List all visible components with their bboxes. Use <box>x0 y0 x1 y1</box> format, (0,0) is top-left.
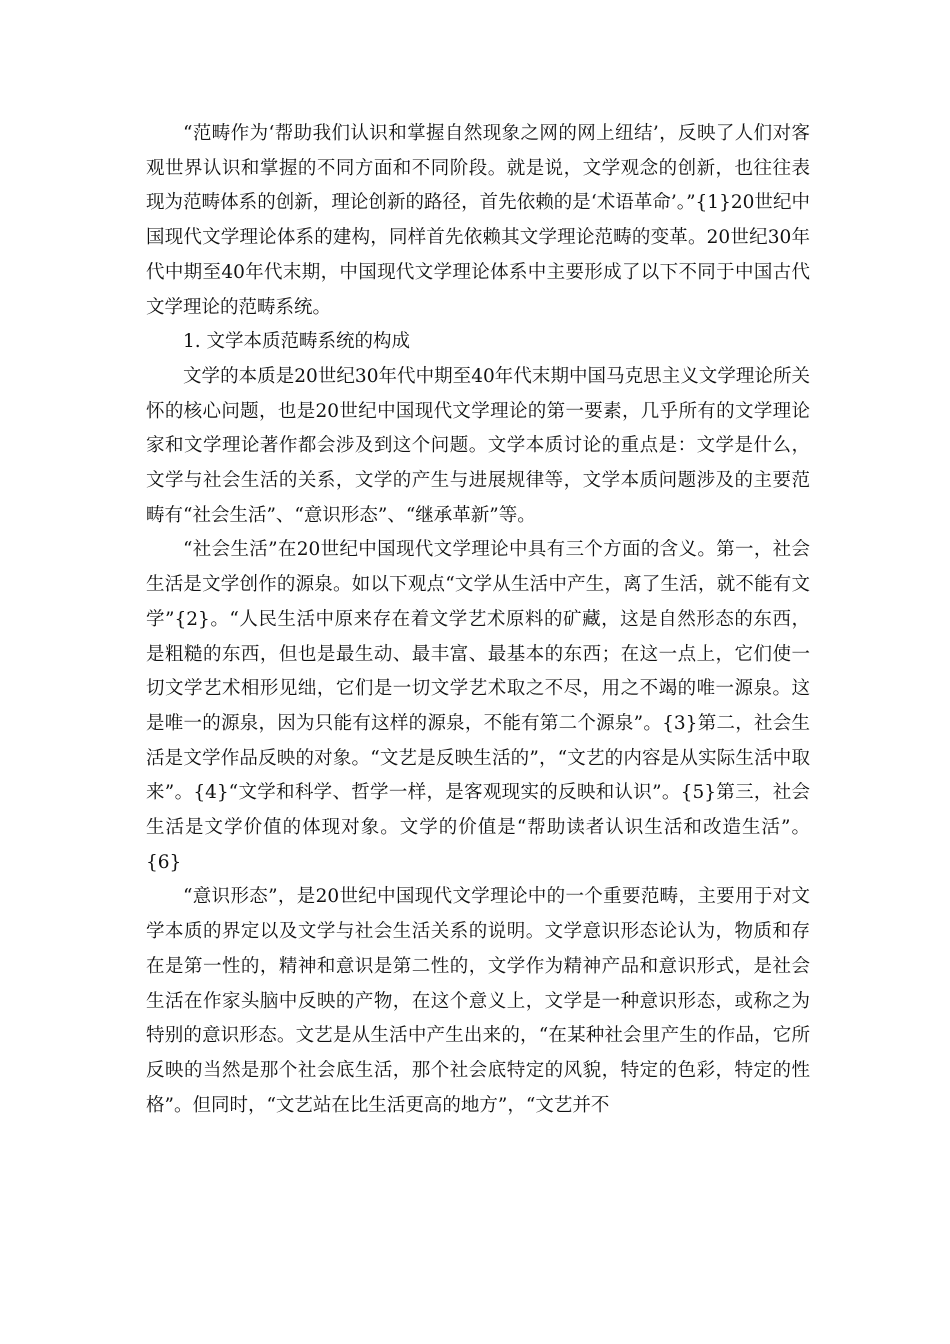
paragraph-intro: “范畴作为‘帮助我们认识和掌握自然现象之网的网上纽结’，反映了人们对客观世界认识和掌握的不同方面和不同阶段。就是说，文学观念的创新，也往往表现为范畴体系的创新，理论创新的路径，首先依赖的是‘术语革命’。”{1}20世纪中国现代文学理论体系的建构，同样首先依赖其文学理论范畴的变革。20世纪30年代中期至40年代末期，中国现代文学理论体系中主要形成了以下不同于中国古代文学理论的范畴系统。 <box>146 123 810 318</box>
paragraph-ideology: “意识形态”，是20世纪中国现代文学理论中的一个重要范畴，主要用于对文学本质的界定以及文学与社会生活关系的说明。文学意识形态论认为，物质和存在是第一性的，精神和意识是第二性的，文学作为精神产品和意识形式，是社会生活在作家头脑中反映的产物，在这个意义上，文学是一种意识形态，或称之为特别的意识形态。文艺是从生活中产生出来的，“在某种社会里产生的作品，它所反映的当然是那个社会底生活，那个社会底特定的风貌，特定的色彩，特定的性格”。但同时，“文艺站在比生活更高的地方”，“文艺并不 <box>146 886 810 1116</box>
paragraph-social-life: “社会生活”在20世纪中国现代文学理论中具有三个方面的含义。第一，社会生活是文学创作的源泉。如以下观点“文学从生活中产生，离了生活，就不能有文学”{2}。“人民生活中原来存在着文学艺术原料的矿藏，这是自然形态的东西，是粗糙的东西，但也是最生动、最丰富、最基本的东西；在这一点上，它们使一切文学艺术相形见绌，它们是一切文学艺术取之不尽，用之不竭的唯一源泉。这是唯一的源泉，因为只能有这样的源泉，不能有第二个源泉”。{3}第二，社会生活是文学作品反映的对象。“文艺是反映生活的”，“文艺的内容是从实际生活中取来”。{4}“文学和科学、哲学一样，是客观现实的反映和认识”。{5}第三，社会生活是文学价值的体现对象。文学的价值是“帮助读者认识生活和改造生活”。{6} <box>146 539 810 873</box>
section-heading: 1. 文学本质范畴系统的构成 <box>183 331 411 353</box>
paragraph-literary-essence: 文学的本质是20世纪30年代中期至40年代末期中国马克思主义文学理论所关怀的核心问题，也是20世纪中国现代文学理论的第一要素，几乎所有的文学理论家和文学理论著作都会涉及到这个问题。文学本质讨论的重点是：文学是什么，文学与社会生活的关系，文学的产生与进展规律等，文学本质问题涉及的主要范畴有“社会生活”、“意识形态”、“继承革新”等。 <box>146 365 810 526</box>
document-body <box>146 117 810 1123</box>
